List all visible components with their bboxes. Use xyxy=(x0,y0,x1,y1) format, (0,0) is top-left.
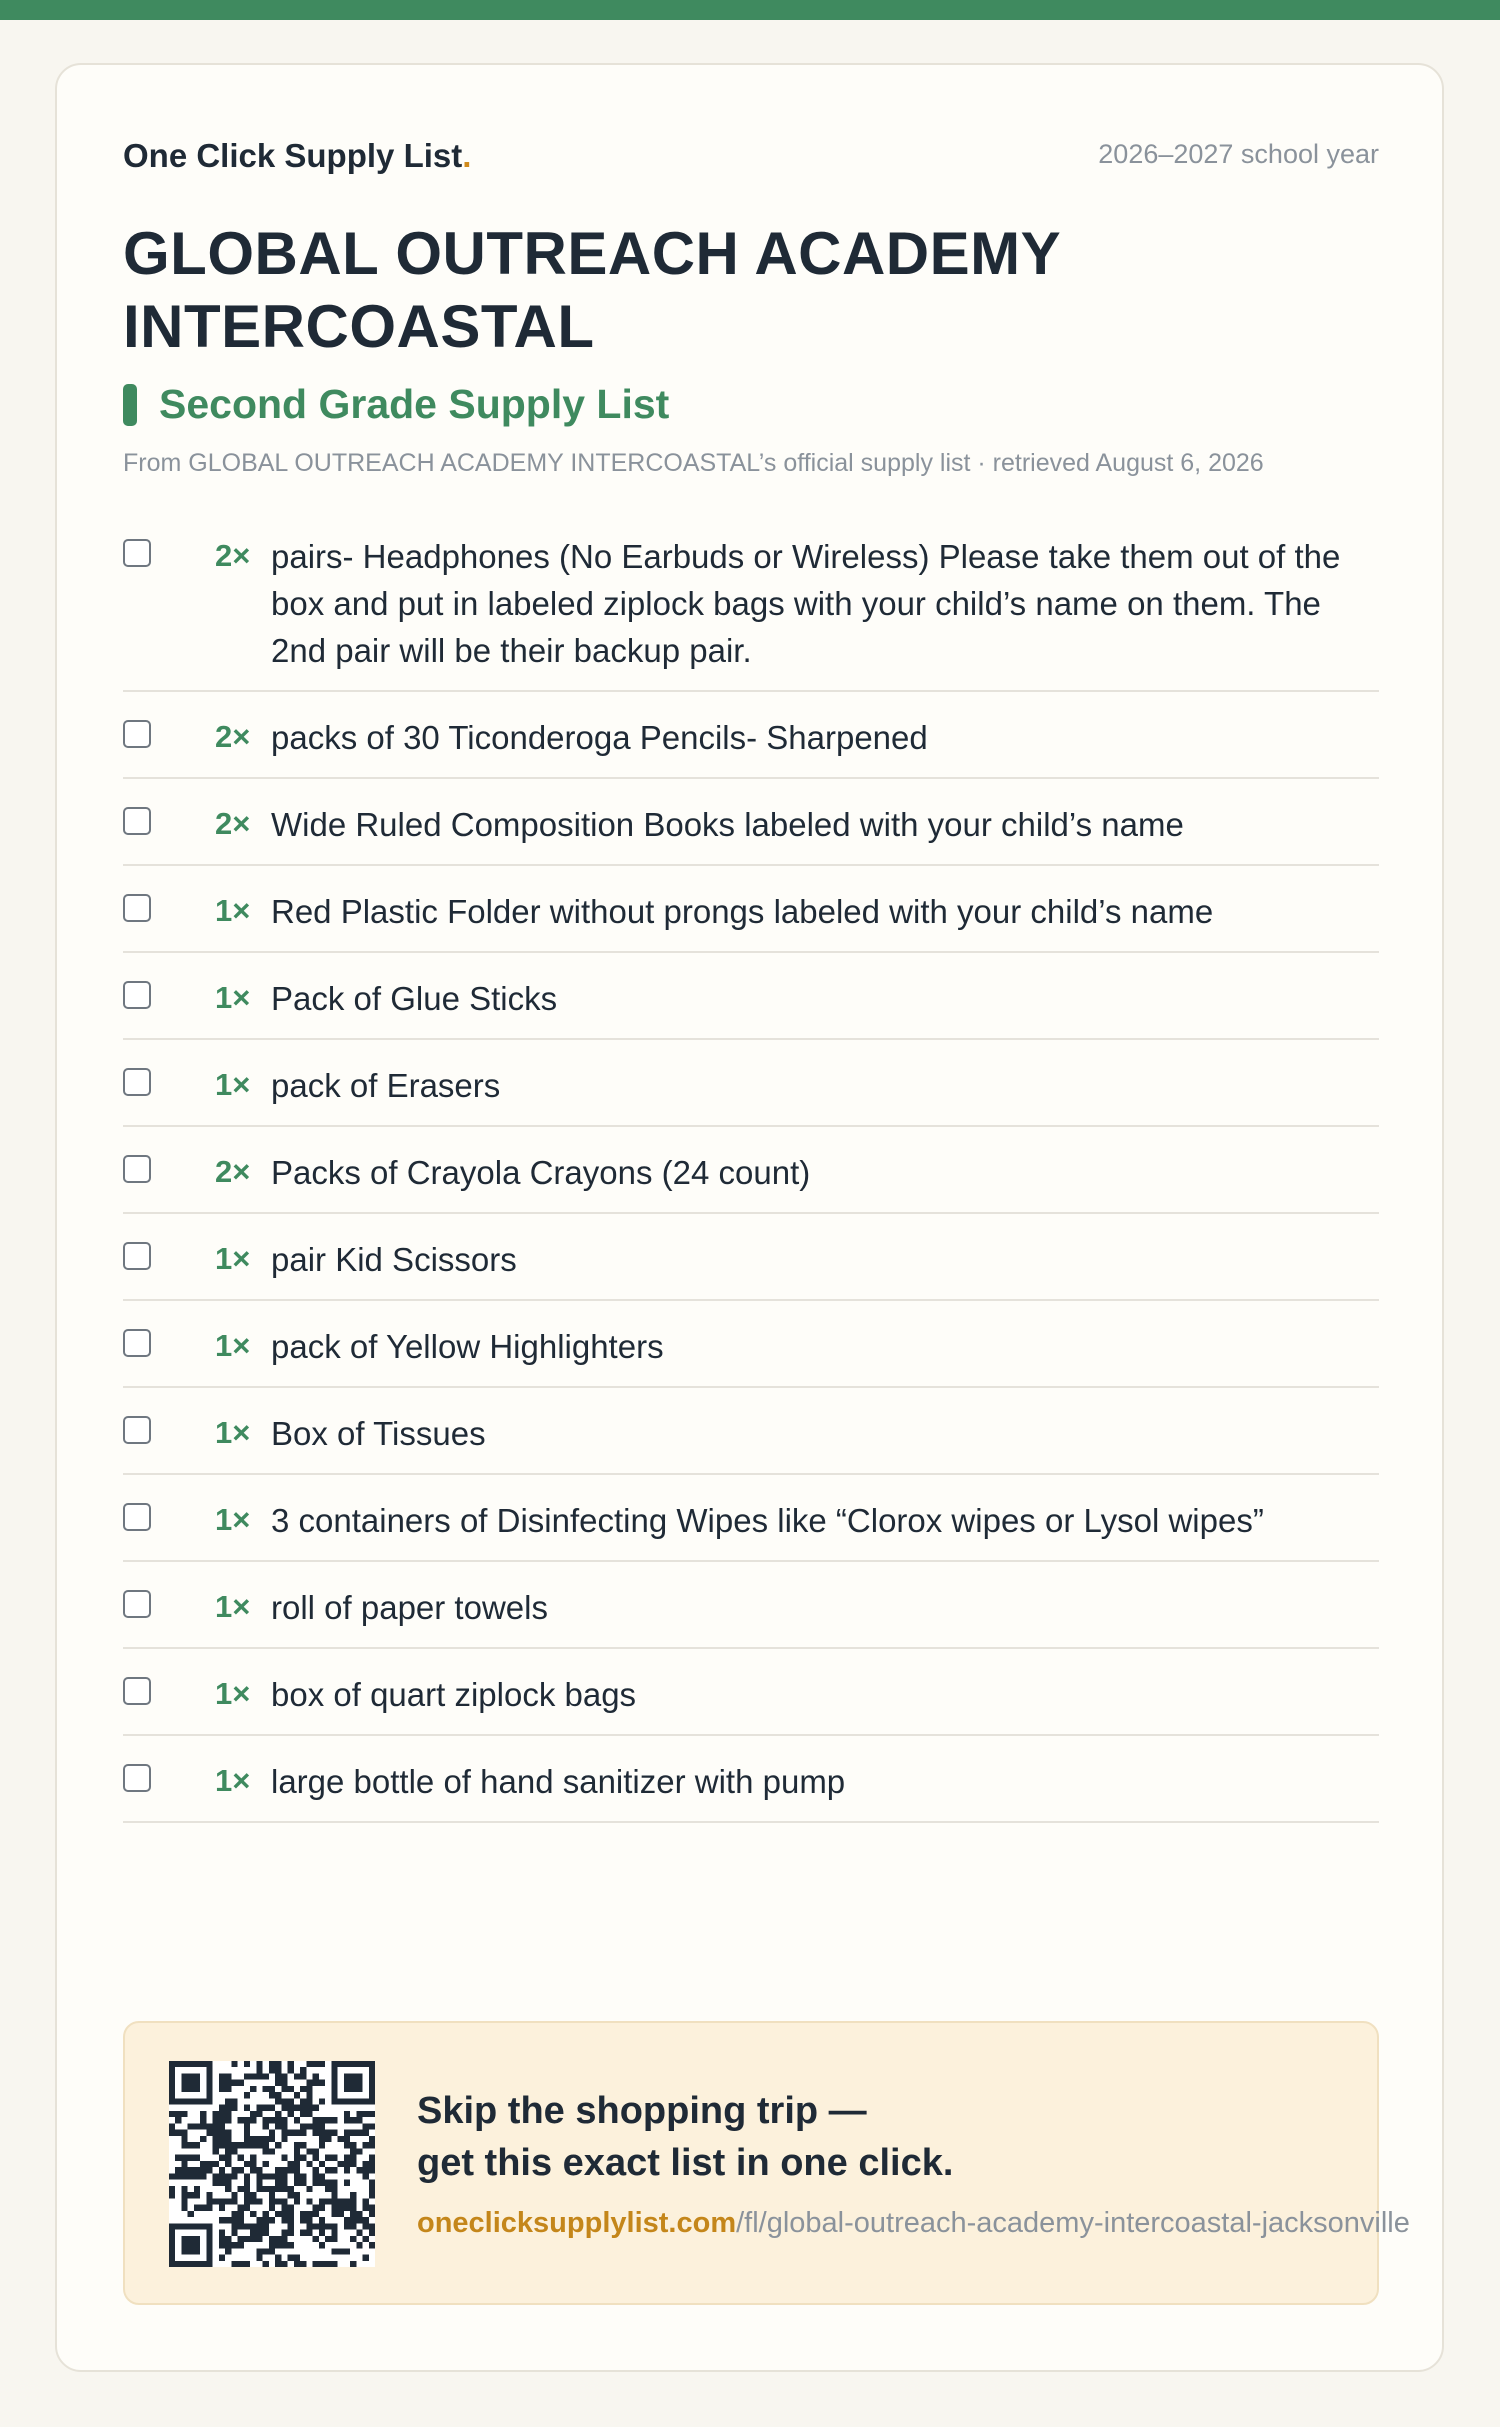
list-item xyxy=(123,1127,1379,1214)
item-quantity: 1× xyxy=(215,1589,251,1624)
brand-name: One Click Supply List xyxy=(123,137,463,174)
item-description: pairs- Headphones (No Earbuds or Wireless) Please take them out of the box and put in labeled ziplock bags with your child’s name on them. The 2nd pair will be their backup pair. xyxy=(271,538,1341,669)
item-description: Wide Ruled Composition Books labeled with your child’s name xyxy=(271,806,1184,843)
list-item xyxy=(123,1475,1379,1562)
list-item xyxy=(123,779,1379,866)
item-description: pack of Erasers xyxy=(271,1067,501,1104)
promo-box xyxy=(123,2021,1410,2305)
item-checkbox[interactable] xyxy=(123,807,151,835)
item-description: 3 containers of Disinfecting Wipes like “Clorox wipes or Lysol wipes” xyxy=(271,1502,1264,1539)
promo-line-1: Skip the shopping trip — xyxy=(417,2090,867,2132)
brand-logo[interactable] xyxy=(123,137,471,175)
item-checkbox[interactable] xyxy=(123,720,151,748)
grade-title: Second Grade Supply List xyxy=(159,381,670,427)
item-checkbox[interactable] xyxy=(123,1242,151,1270)
school-year: 2026–2027 school year xyxy=(1098,139,1379,169)
list-item xyxy=(123,1736,1379,1823)
item-description: pack of Yellow Highlighters xyxy=(271,1328,664,1365)
item-checkbox[interactable] xyxy=(123,1764,151,1792)
item-checkbox[interactable] xyxy=(123,1155,151,1183)
qr-code-icon[interactable] xyxy=(169,2061,375,2267)
list-item xyxy=(123,866,1379,953)
item-quantity: 2× xyxy=(215,719,251,754)
item-quantity: 2× xyxy=(215,1154,251,1189)
item-description: large bottle of hand sanitizer with pump xyxy=(271,1763,846,1800)
promo-headline xyxy=(417,2085,953,2189)
item-checkbox[interactable] xyxy=(123,1329,151,1357)
item-description: Box of Tissues xyxy=(271,1415,486,1452)
item-quantity: 2× xyxy=(215,806,251,841)
item-description: Pack of Glue Sticks xyxy=(271,980,558,1017)
item-checkbox[interactable] xyxy=(123,1590,151,1618)
list-item xyxy=(123,1301,1379,1388)
item-description: pair Kid Scissors xyxy=(271,1241,517,1278)
item-quantity: 1× xyxy=(215,1676,251,1711)
grade-heading xyxy=(123,381,669,428)
item-quantity: 1× xyxy=(215,1415,251,1450)
grade-accent-bar xyxy=(123,384,137,426)
item-quantity: 1× xyxy=(215,1067,251,1102)
item-quantity: 2× xyxy=(215,538,251,573)
promo-url-domain: oneclicksupplylist.com xyxy=(417,2207,737,2239)
promo-line-2: get this exact list in one click. xyxy=(417,2142,954,2184)
list-item xyxy=(123,692,1379,779)
item-description: Packs of Crayola Crayons (24 count) xyxy=(271,1154,811,1191)
promo-url-path: /fl/global-outreach-academy-intercoastal-jacksonville xyxy=(736,2207,1410,2239)
item-quantity: 1× xyxy=(215,893,251,928)
item-quantity: 1× xyxy=(215,1502,251,1537)
item-checkbox[interactable] xyxy=(123,1503,151,1531)
item-checkbox[interactable] xyxy=(123,539,151,567)
school-name: GLOBAL OUTREACH ACADEMY INTERCOASTAL xyxy=(123,220,1061,360)
item-description: packs of 30 Ticonderoga Pencils- Sharpened xyxy=(271,719,928,756)
list-item xyxy=(123,511,1379,692)
item-checkbox[interactable] xyxy=(123,981,151,1009)
promo-link[interactable] xyxy=(417,2207,1410,2240)
item-quantity: 1× xyxy=(215,980,251,1015)
list-item xyxy=(123,1214,1379,1301)
brand-dot: . xyxy=(462,137,472,174)
list-item xyxy=(123,1649,1379,1736)
item-quantity: 1× xyxy=(215,1763,251,1798)
item-checkbox[interactable] xyxy=(123,894,151,922)
item-description: Red Plastic Folder without prongs labeled with your child’s name xyxy=(271,893,1214,930)
item-description: roll of paper towels xyxy=(271,1589,548,1626)
item-checkbox[interactable] xyxy=(123,1677,151,1705)
item-checkbox[interactable] xyxy=(123,1068,151,1096)
item-checkbox[interactable] xyxy=(123,1416,151,1444)
list-item xyxy=(123,1562,1379,1649)
item-description: box of quart ziplock bags xyxy=(271,1676,637,1713)
list-item xyxy=(123,953,1379,1040)
source-line: From GLOBAL OUTREACH ACADEMY INTERCOASTAL’s official supply list · retrieved August 6, 2026 xyxy=(123,449,1264,477)
item-quantity: 1× xyxy=(215,1241,251,1276)
item-quantity: 1× xyxy=(215,1328,251,1363)
list-item xyxy=(123,1388,1379,1475)
supply-list xyxy=(123,511,1379,1823)
top-accent-bar xyxy=(0,0,1500,20)
supply-list-card xyxy=(55,63,1444,2372)
list-item xyxy=(123,1040,1379,1127)
